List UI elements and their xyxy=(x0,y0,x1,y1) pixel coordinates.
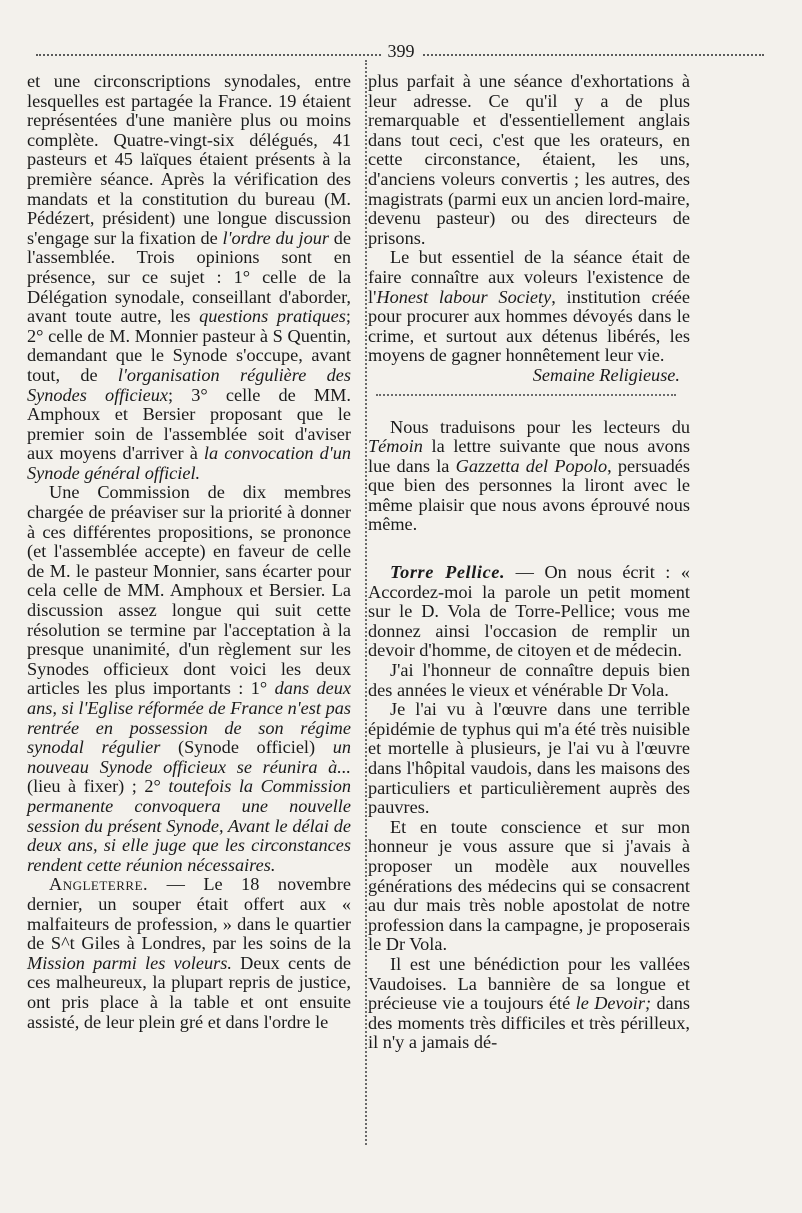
section-heading-torre-pellice: Torre Pellice. xyxy=(390,562,506,583)
page-number: 399 xyxy=(0,41,802,61)
paragraph-commission: Une Commission de dix membres chargée de préaviser sur la priorité à donner à ces différentes propositions, se prononce (et l'assemblée accepte) en faveur de celle de M. le pasteur Monnier, sans écarter pour cela celle de MM. Amphoux et Bersier. La discussion assez longue qui suit cette résolution se termine par l'acceptation à la presque unanimité, d'un règlement sur les Synodes officieux dont voici les deux articles les plus importants : 1° dans deux ans, si l'Eglise réformée de France n'est pas rentrée en possession de son régime synodal régulier (Synode officiel) un nouveau Synode officieux se réunira à... (lieu à fixer) ; 2° toutefois la Commission permanente convoquera une nouvelle session du présent Synode, Avant le délai de deux ans, si elle juge que les circonstances rendent cette réunion nécessaires. xyxy=(27,482,351,875)
section-separator xyxy=(376,394,676,396)
paragraph-traduction: Nous traduisons pour les lecteurs du Témoin la lettre suivante que nous avons lue dans la Gazzetta del Popolo, persuadés que bien des personnes la liront avec le même plaisir que nous avons éprouvé nous même. xyxy=(368,416,690,535)
paragraph-synode-intro: et une circonscriptions synodales, entre lesquelles est partagée la France. 19 étaient représentées d'une manière plus ou moins complète. Quatre-vingt-six délégués, 41 pasteurs et 45 laïques étaient présents à la première séance. Après la vérification des mandats et la constitution du bureau (M. Pédézert, président) une longue discussion s'engage sur la fixation de l'ordre du jour de l'assemblée. Trois opinions sont en présence, sur ce sujet : 1° celle de la Délégation synodale, conseillant d'aborder, avant toute autre, les questions pratiques; 2° celle de M. Monnier pasteur à S Quentin, demandant que le Synode s'occupe, avant tout, de l'organisation régulière des Synodes officieux; 3° celle de MM. Amphoux et Bersier proposant que le premier soin de l'assemblée soit d'aviser aux moyens d'arriver à la convocation d'un Synode général officiel. xyxy=(27,71,352,483)
left-column xyxy=(27,72,351,1032)
section-heading-angleterre: Angleterre. xyxy=(49,874,149,895)
signature-semaine-religieuse: Semaine Religieuse. xyxy=(532,364,680,385)
paragraph-typhus: Je l'ai vu à l'œuvre dans une terrible épidémie de typhus qui m'a été très nuisible et mortelle à plusieurs, je l'ai vu à l'œuvre dans l'hôpital vaudois, dans les maisons des particuliers et particulièrement auprès des pauvres. xyxy=(368,699,690,818)
paragraph-conscience: Et en toute conscience et sur mon honneur je vous assure que si j'avais à proposer un modèle aux nouvelles générations des médecins qui se consacrent au dur mais très noble apostolat de notre profession dans la campagne, je proposerais le Dr Vola. xyxy=(368,816,690,955)
paragraph-torre-pellice: Torre Pellice. — On nous écrit : « Accordez-moi la parole un petit moment sur le D. Vola de Torre-Pellice; vous me donnez ainsi l'occasion de remplir un devoir d'homme, de citoyen et de médecin. xyxy=(368,562,690,661)
paragraph-seance: plus parfait à une séance d'exhortations à leur adresse. Ce qu'il y a de plus remarquable et d'essentiellement anglais dans tout ceci, c'est que les orateurs, en cette circonstance, étaient, les uns, d'anciens voleurs convertis ; les autres, des magistrats (parmi eux un ancien lord-maire, devenu pasteur) ou des directeurs de prisons. xyxy=(368,71,690,248)
paragraph-angleterre: Angleterre. — Le 18 novembre dernier, un souper était offert aux « malfaiteurs de profession, » dans le quartier de S^t Giles à Londres, par les soins de la Mission parmi les voleurs. Deux cents de ces malheureux, la plupart repris de justice, ont pris place à la table et ont ensuite assisté, de leur plein gré et dans l'ordre le xyxy=(27,874,351,1032)
paragraph-benediction: Il est une bénédiction pour les vallées Vaudoises. La bannière de sa longue et précieuse vie a toujours été le Devoir; dans des moments très difficiles et très périlleux, il n'y a jamais dé- xyxy=(368,953,690,1053)
paragraph-honneur: J'ai l'honneur de connaître depuis bien des années le vieux et vénérable Dr Vola. xyxy=(368,660,690,700)
column-divider xyxy=(365,60,367,1145)
right-column xyxy=(368,72,690,1053)
paragraph-but: Le but essentiel de la séance était de faire connaître aux voleurs l'existence de l'Honest labour Society, institution créée pour procurer aux hommes dévoyés dans le crime, et surtout aux détenus libérés, les moyens de gagner honnêtement leur vie. xyxy=(368,247,690,366)
